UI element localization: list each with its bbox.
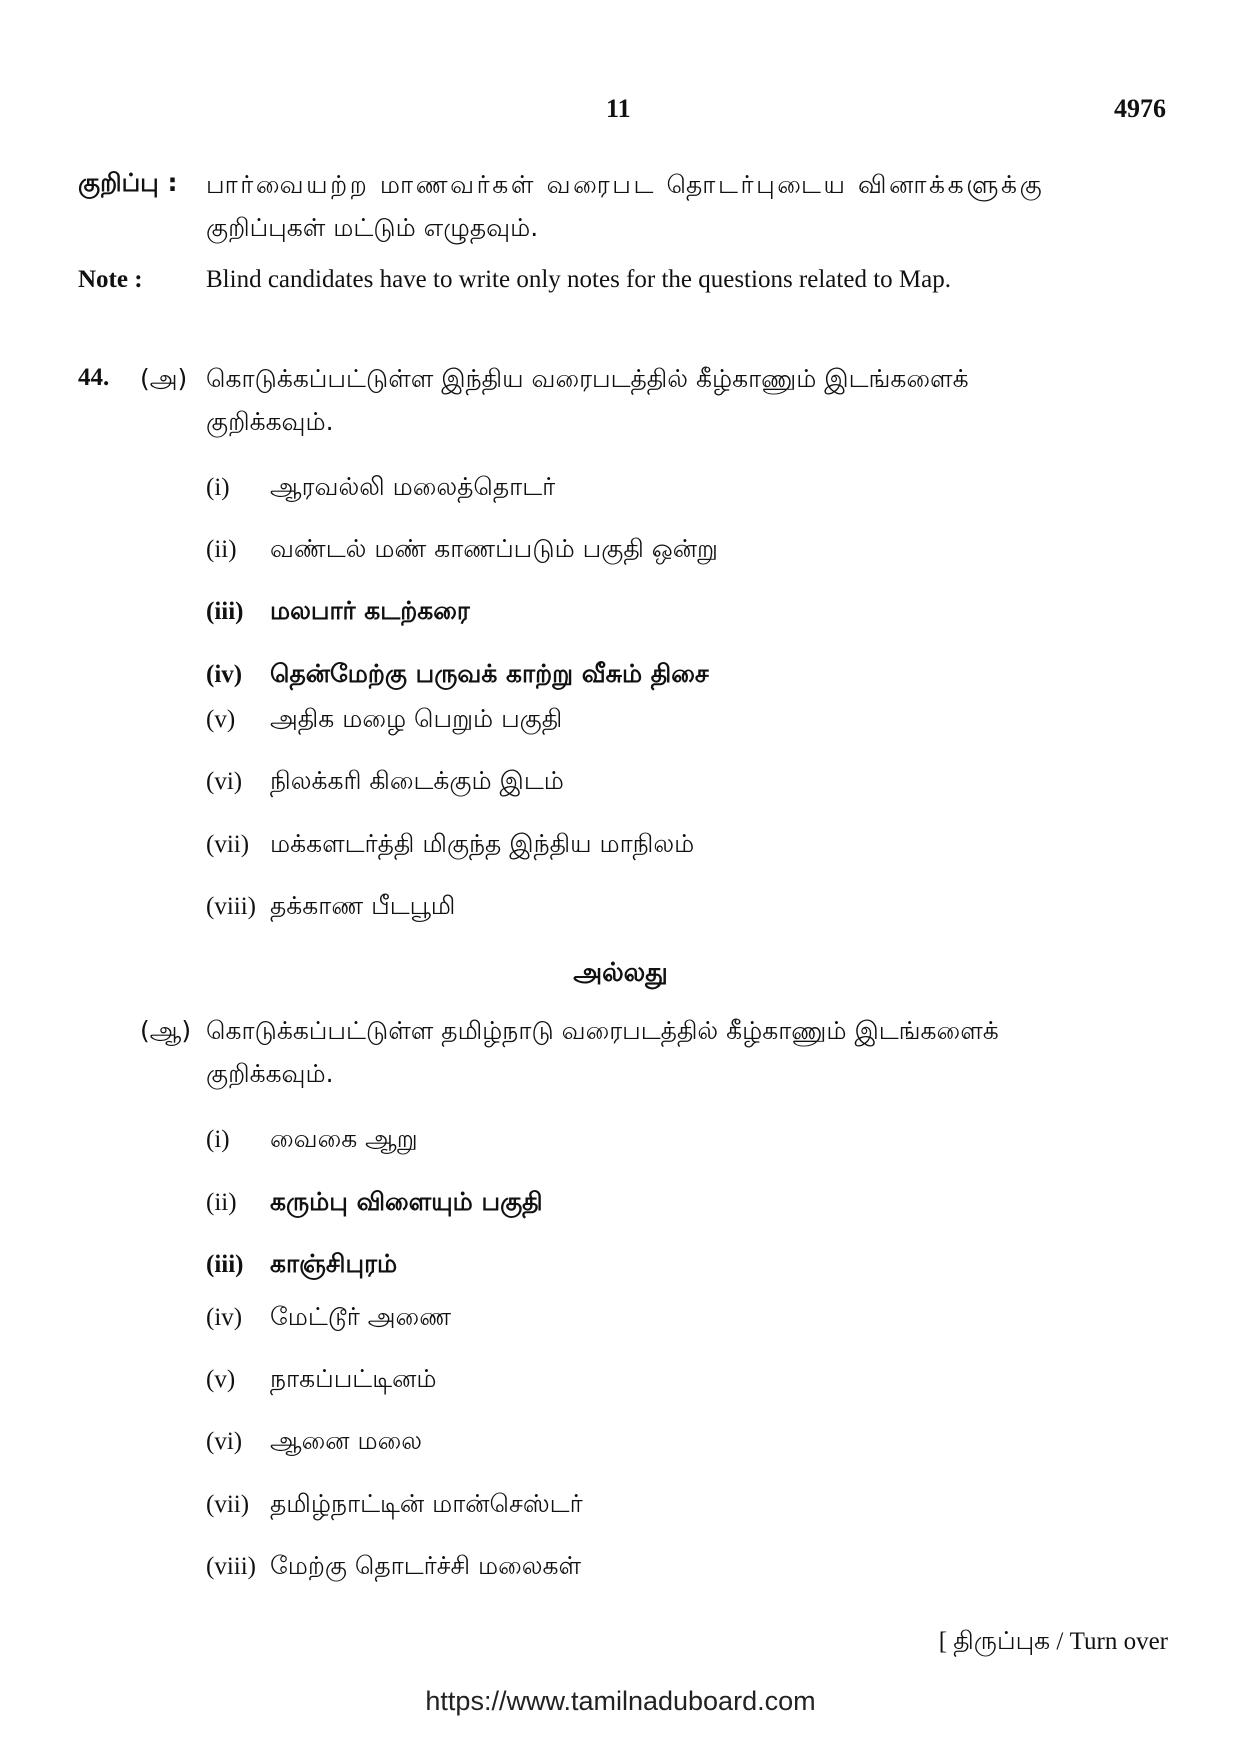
item-number: (v): [206, 1366, 236, 1393]
item-number: (viii): [206, 1553, 256, 1580]
item-number: (iii): [206, 598, 244, 625]
item-number: (ii): [206, 536, 237, 563]
part-b-line-1: கொடுக்கப்பட்டுள்ள தமிழ்நாடு வரைபடத்தில் கீழ்காணும் இடங்களைக்: [206, 1016, 999, 1045]
item-number: (iv): [206, 1304, 243, 1331]
list-item: கரும்பு விளையும் பகுதி: [270, 1187, 543, 1216]
item-number: (iii): [206, 1251, 244, 1278]
part-a-label: (அ): [140, 364, 188, 393]
item-number: (ii): [206, 1189, 237, 1216]
part-b-line-2: குறிக்கவும்.: [206, 1059, 334, 1088]
page-number: 11: [606, 94, 631, 123]
item-number: (vi): [206, 768, 243, 795]
list-item: காஞ்சிபுரம்: [270, 1249, 398, 1278]
list-item: நிலக்கரி கிடைக்கும் இடம்: [270, 766, 564, 795]
note-tamil-line-2: குறிப்புகள் மட்டும் எழுதவும்.: [206, 213, 539, 242]
list-item: வண்டல் மண் காணப்படும் பகுதி ஒன்று: [270, 534, 718, 563]
item-number: (iv): [206, 661, 243, 688]
item-number: (i): [206, 1126, 230, 1153]
note-label-english: Note :: [78, 266, 143, 293]
list-item: அதிக மழை பெறும் பகுதி: [270, 704, 563, 733]
source-url: https://www.tamilnaduboard.com: [425, 1686, 816, 1716]
item-number: (vii): [206, 831, 250, 858]
note-english-text: Blind candidates have to write only notes for the questions related to Map.: [206, 266, 951, 293]
list-item: தென்மேற்கு பருவக் காற்று வீசும் திசை: [270, 659, 709, 688]
list-item: மக்களடர்த்தி மிகுந்த இந்திய மாநிலம்: [270, 829, 695, 858]
paper-code: 4976: [1114, 94, 1166, 123]
part-a-line-1: கொடுக்கப்பட்டுள்ள இந்திய வரைபடத்தில் கீழ்காணும் இடங்களைக்: [206, 364, 969, 393]
list-item: மேற்கு தொடர்ச்சி மலைகள்: [270, 1551, 582, 1580]
list-item: தமிழ்நாட்டின் மான்செஸ்டர்: [270, 1489, 583, 1518]
list-item: ஆனை மலை: [270, 1426, 422, 1455]
or-divider: அல்லது: [573, 958, 668, 988]
list-item: வைகை ஆறு: [270, 1124, 418, 1153]
list-item: மலபார் கடற்கரை: [270, 596, 470, 625]
item-number: (i): [206, 474, 230, 501]
item-number: (vi): [206, 1428, 243, 1455]
list-item: தக்காண பீடபூமி: [270, 891, 456, 920]
part-a-line-2: குறிக்கவும்.: [206, 407, 334, 436]
item-number: (viii): [206, 893, 256, 920]
note-tamil-line-1: பார்வையற்ற மாணவர்கள் வரைபட தொடர்புடைய வினாக்களுக்கு: [206, 170, 1045, 199]
list-item: நாகப்பட்டினம்: [270, 1364, 437, 1393]
part-b-label: (ஆ): [140, 1016, 192, 1045]
question-number: 44.: [78, 364, 110, 391]
note-label-tamil: குறிப்பு :: [78, 168, 178, 197]
item-number: (v): [206, 706, 236, 733]
item-number: (vii): [206, 1491, 250, 1518]
turn-over-label: [ திருப்புக / Turn over: [938, 1628, 1168, 1655]
list-item: ஆரவல்லி மலைத்தொடர்: [270, 472, 556, 501]
list-item: மேட்டூர் அணை: [270, 1302, 452, 1331]
